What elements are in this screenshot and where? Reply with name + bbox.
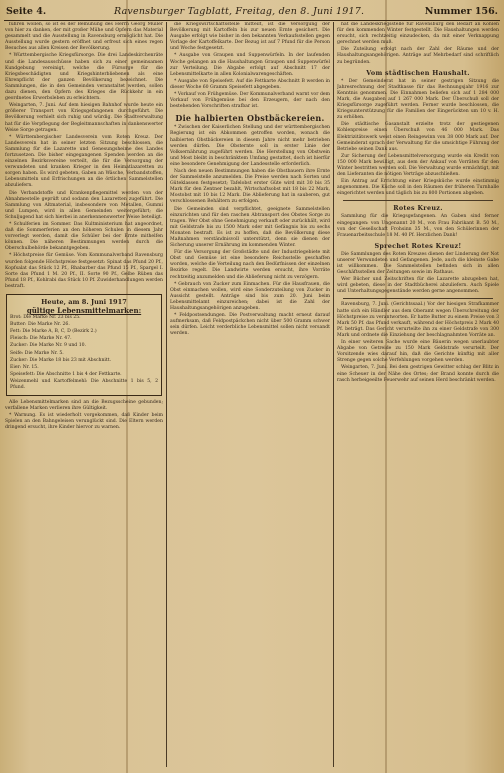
notice-date: Heute, am 8. Juni 1917	[41, 298, 127, 307]
article-paragraph: die Kriegswirtschaftsstelle mitteilt, ist die Versorgung der Bevölkerung mit Kartoffeln bis zur neuen Ernte gesichert. Die Ausgabe erfolgt wie bisher in den bekannten Verkaufsstellen gegen Vorlage der Kartoffelkarte. Der Bezug ist auf 7 Pfund für die Person und Woche festgesetzt.	[170, 22, 330, 52]
article-paragraph: Wer Bücher und Zeitschriften für die Lazarette abzugeben hat, wird gebeten, diese in der Stadtbücherei abzuliefern. Auch Spiele und Unterhaltungsgegenstände werden gerne angenommen.	[337, 277, 499, 295]
column-3	[337, 22, 499, 769]
article-paragraph: * Württembergischer Landesverein vom Roten Kreuz. Der Landesverein hat in seiner letzten Sitzung beschlossen, die Sammlung für die Lazarette und Genesungsheime des Landes fortzusetzen. Die bisher eingegangenen Spenden werden an die einzelnen Bezirksvereine verteilt, die für die Versorgung der verwundeten und kranken Krieger in den Heimatlazaretten zu sorgen haben. Es wird gebeten, Gaben an Wäsche, Verbandstoffen, Lebensmitteln und Erfrischungen an die örtlichen Sammelstellen abzuliefern.	[5, 134, 163, 189]
article-paragraph: Weingarten, 7. Juni. Auf dem hiesigen Bahnhof wurde heute ein größerer Transport von Kriegsgefangenen durchgeführt. Die Bevölkerung verhielt sich ruhig und würdig. Die Stadtverwaltung hat für die Verpflegung der Begleitmannschaften in dankenswerter Weise Sorge getragen.	[5, 103, 163, 133]
article-paragraph: * Ausgabe von Graupen und Suppenwürfeln. In der laufenden Woche gelangen an die Haushaltungen Graupen und Suppenwürfel zur Verteilung. Die Abgabe erfolgt auf Abschnitt 17 der Lebensmittelkarte in allen Kolonialwarengeschäften.	[170, 53, 330, 77]
article-paragraph: Sammlung für die Kriegsgefangenen. An Gaben sind ferner eingegangen: von Ungenannt 20 M., von Frau Fabrikant B. 50 M., von der Gesellschaft Frohsinn 35 M., von den Schülerinnen der Frauenarbeitsschule 18 M. 40 Pf. Herzlichen Dank!	[337, 214, 499, 238]
article-paragraph: Ein Antrag auf Errichtung einer Kriegsküche wurde einstimmig angenommen. Die Küche soll in den Räumen der früheren Turnhalle eingerichtet werden und täglich bis zu 800 Portionen abgeben.	[337, 179, 499, 197]
article-paragraph: Die Sammlungen des Roten Kreuzes dienen der Linderung der Not unserer Verwundeten und Gefangenen. Jede, auch die kleinste Gabe ist willkommen. Die Sammelstellen befinden sich in allen Geschäftsstellen der Zeitungen sowie im Rathaus.	[337, 251, 499, 276]
issue-number: Nummer 156.	[424, 6, 498, 17]
article-paragraph: * Ausgabe von Speisefett. Auf die Fettkarte Abschnitt B werden in dieser Woche 60 Gramm Speisefett abgegeben.	[170, 78, 330, 90]
notice-item: Fleisch: Die Marke Nr. 47.	[10, 336, 72, 342]
article-paragraph: Die städtische Gasanstalt erzielte trotz der gestiegenen Kohlenpreise einen Überschuß von 46 000 Mark. Das Elektrizitätswerk weist einen Reingewinn von 38 000 Mark auf. Der Gemeinderat sprach der Verwaltung für die umsichtige Führung der Betriebe seinen Dank aus.	[337, 122, 499, 152]
article-paragraph: hat die Landeskriegsstelle für Ravensburg den Bedarf an Kohlen für den kommenden Winter festgestellt. Die Haushaltungen werden ersucht, sich rechtzeitig einzudecken, da mit einer Verknappung gerechnet werden muß.	[337, 22, 499, 46]
column-1	[5, 22, 163, 769]
notice-item: Fett: Die Marke A, B, C, D (Bezirk 2.)	[10, 329, 97, 335]
article-paragraph: Die Verbandstoffe und Krankenpflegemittel werden von der Abnahmestelle geprüft und sodann den Lazaretten zugeführt. Die Sammlung von Altmaterial, insbesondere von Metallen, Gummi und Lumpen, wird in allen Gemeinden weitergeführt; die Schuljugend hat sich hierbei in anerkennenswerter Weise beteiligt.	[5, 190, 163, 220]
article-paragraph: * Feldpostsendungen. Die Postverwaltung macht erneut darauf aufmerksam, daß Feldpostpäckchen nicht über 500 Gramm schwer sein dürfen. Leicht verderbliche Lebensmittel sollen nicht versandt werden.	[170, 313, 330, 337]
article-paragraph: Ravensburg, 7. Juni. (Gerichtssaal.) Vor der hiesigen Strafkammer hatte sich ein Händler aus dem Oberamt wegen Überschreitung der Höchstpreise zu verantworten. Er hatte Butter zu einem Preise von 3 Mark 50 Pf. das Pfund verkauft, während der Höchstpreis 2 Mark 40 Pf. beträgt. Das Gericht verurteilte ihn zu einer Geldstrafe von 300 Mark und ordnete die Einziehung der beschlagnahmten Vorräte an.	[337, 302, 499, 338]
article-paragraph: * Höchstpreise für Gemüse. Vom Kommunalverband Ravensburg wurden folgende Höchstpreise festgesetzt: Spinat das Pfund 20 Pf., Kopfsalat das Stück 12 Pf., Rhabarber das Pfund 15 Pf., Spargel I. Sorte das Pfund 1 M. 20 Pf., II. Sorte 90 Pf., Gelbe Rüben das Pfund 18 Pf., Kohlrabi das Stück 10 Pf. Zuwiderhandlungen werden bestraft.	[5, 253, 163, 289]
article-headline: Rotes Kreuz.	[393, 204, 443, 213]
article-paragraph: In einer weiteren Sache wurde eine Bäuerin wegen unerlaubter Abgabe von Getreide zu 150 Mark Geldstrafe verurteilt. Der Vorsitzende wies darauf hin, daß die Gerichte künftig mit aller Strenge gegen solche Verfehlungen vorgehen werden.	[337, 340, 499, 364]
article-paragraph: * Schulferien im Sommer. Das Kultministerium hat angeordnet, daß die Sommerferien an den höheren Schulen in diesem Jahr vorverlegt werden, damit die Schüler bei der Ernte mithelfen können. Die näheren Bestimmungen werden durch die Oberschulbehörde bekanntgegeben.	[5, 222, 163, 252]
notice-item: Speisefett: Die Abschnitte 1 bis 4 der Fettkarte.	[10, 371, 122, 377]
masthead	[4, 4, 500, 21]
article-paragraph: Weingarten, 7. Juni. Bei dem gestrigen Gewitter schlug der Blitz in eine Scheuer in der Nähe des Ortes; der Brand konnte durch die rasch herbeigeeilte Feuerwehr auf seinen Herd beschränkt werden.	[337, 365, 499, 383]
article-headline: Die halbierten Obstbäckereien.	[175, 113, 325, 124]
notice-item: Zucker: Die Marke 18 bis 23 mit Abschnitt.	[10, 357, 112, 363]
column-2	[170, 22, 330, 769]
article-separator	[343, 298, 493, 299]
article-paragraph: * Der Gemeinderat hat in seiner gestrigen Sitzung die Jahresrechnung der Stadtkasse für das Rechnungsjahr 1916 zur Kenntnis genommen. Die Einnahmen beliefen sich auf 1 284 000 Mark, die Ausgaben auf 1 267 000 Mark. Der Überschuß soll der Kriegsfürsorge zugeführt werden. Ferner wurde beschlossen, die Kriegsunterstützung für die Familien der Eingerückten um 10 v. H. zu erhöhen.	[337, 78, 499, 121]
article-paragraph: * Gebrauch von Zucker zum Einmachen. Für die Hausfrauen, die Obst einmachen wollen, wird eine Sonderzuteilung von Zucker in Aussicht gestellt. Anträge sind bis zum 20. Juni beim Lebensmittelamt einzureichen; dabei ist die Zahl der Haushaltungsangehörigen anzugeben.	[170, 281, 330, 312]
notice-item: Seife: Die Marke Nr. 5.	[10, 350, 64, 356]
notice-item: Butter: Die Marke Nr. 26.	[10, 322, 70, 328]
article-headline: Vom städtischen Haushalt.	[366, 68, 470, 77]
article-paragraph: Die Gemeinden sind verpflichtet, geeignete Sammelstellen einzurichten und für den raschen Abtransport des Obstes Sorge zu tragen. Wer Obst ohne Genehmigung verkauft oder zurückhält, wird mit Geldstrafe bis zu 1500 Mark oder mit Gefängnis bis zu sechs Monaten bestraft. Es ist zu hoffen, daß die Bevölkerung diese Maßnahmen verständnisvoll unterstützt, denn sie dienen der Sicherung unserer Ernährung im kommenden Winter.	[170, 206, 330, 249]
newspaper-title-date: Ravensburger Tagblatt, Freitag, den 8. Juni 1917.	[114, 6, 365, 17]
page-number: Seite 4.	[6, 6, 47, 17]
article-paragraph: * Württembergische Kriegsfürsorge. Die drei Landeskirchenräte und die Landesausschüsse haben sich zu einer gemeinsamen Kundgebung vereinigt, welche die Fürsorge für die Kriegsbeschädigten und Kriegshinterbliebenen als eine Ehrenpflicht der ganzen Bevölkerung bezeichnet. Die Sammlungen, die in den Gemeinden veranstaltet werden, sollen dazu dienen, den Opfern des Krieges die Rückkehr in ein geordnetes Erwerbsleben zu erleichtern.	[5, 53, 163, 102]
notice-item: Brot: Die Marke Nr. 23 bis 25.	[10, 315, 81, 321]
article-separator	[343, 200, 493, 201]
notice-title: gültige Lebensmittelmarken:	[26, 306, 142, 316]
article-headline: Sprechet Rotes Kreuz!	[374, 241, 462, 250]
article-paragraph: Für die Versorgung der Großstädte und der Industriegebiete mit Obst und Gemüse ist eine besondere Reichsstelle geschaffen worden, welche die Verteilung nach den Bedürfnissen der einzelnen Bezirke regelt. Die Landwirte werden ersucht, ihre Vorräte rechtzeitig anzumelden und die Ablieferung nicht zu verzögern.	[170, 250, 330, 280]
article-paragraph: Die Zuteilung erfolgt nach der Zahl der Räume und der Haushaltungsangehörigen. Anträge auf Mehrbedarf sind schriftlich zu begründen.	[337, 47, 499, 65]
notice-item: Zucker: Die Marke Nr. 9 und 10.	[10, 343, 86, 349]
article-paragraph: * Vorkauf von Frühgemüse. Der Kommunalverband warnt vor dem Vorkauf von Frühgemüse bei den Erzeugern, der nach den bestehenden Vorschriften strafbar ist.	[170, 92, 330, 110]
notice-item: Eier: Nr. 15.	[10, 364, 39, 370]
article-paragraph: * Warnung. Es ist wiederholt vorgekommen, daß Kinder beim Spielen an den Bahngeleisen verunglückt sind. Die Eltern werden dringend ersucht, ihre Kinder hiervor zu warnen.	[5, 413, 163, 431]
column-rule	[166, 22, 167, 767]
article-paragraph: Alle Lebensmittelmarken sind an die Bezugsscheine gebunden; verfallene Marken verlieren ihre Gültigkeit.	[5, 400, 163, 412]
ration-stamp-notice	[6, 294, 162, 396]
article-paragraph: * Zwischen der Kaiserlichen Stellung und der württembergischen Regierung ist ein Abkommen getroffen worden, wonach die halbierten Obstbäckereien in diesem Jahre nicht mehr betrieben werden dürfen. Die Obsternte soll in erster Linie der Volksernährung zugeführt werden. Die Herstellung von Obstwein und Most bleibt in beschränktem Umfang gestattet, doch ist hierfür eine besondere Genehmigung der Landesstelle erforderlich.	[170, 125, 330, 167]
column-rule	[333, 22, 334, 767]
article-paragraph: führen wollen, so ist es der Bemühung des Herrn Georg Müller von hier zu danken, der mit großer Mühe und Opfern das Material gesammelt und die Ausstellung in Ravensburg ermöglicht hat. Die Ausstellung wurde gestern eröffnet und erfreut sich eines regen Besuches aus allen Kreisen der Bevölkerung.	[5, 22, 163, 52]
article-paragraph: Nach den neuen Bestimmungen haben die Obstbauern ihre Ernte der Sammelstelle anzumelden. Die Preise werden nach Sorten und Güteklassen festgesetzt; Tafelobst erster Güte wird mit 30 bis 35 Mark für den Zentner bezahlt, Wirtschaftsobst mit 18 bis 22 Mark, Mostobst mit 10 bis 12 Mark. Die Ablieferung hat in sauberen, gut verschlossenen Behältern zu erfolgen.	[170, 168, 330, 205]
notice-item: Weizenmehl und Kartoffelmehl: Die Abschnitte 1 bis 5, 2 Pfund.	[10, 378, 158, 390]
article-paragraph: Zur Sicherung der Lebensmittelversorgung wurde ein Kredit von 150 000 Mark bewilligt, aus dem der Ankauf von Vorräten für den Winter bestritten werden soll. Die Verwaltung wurde ermächtigt, mit den Lieferanten die nötigen Verträge abzuschließen.	[337, 153, 499, 178]
